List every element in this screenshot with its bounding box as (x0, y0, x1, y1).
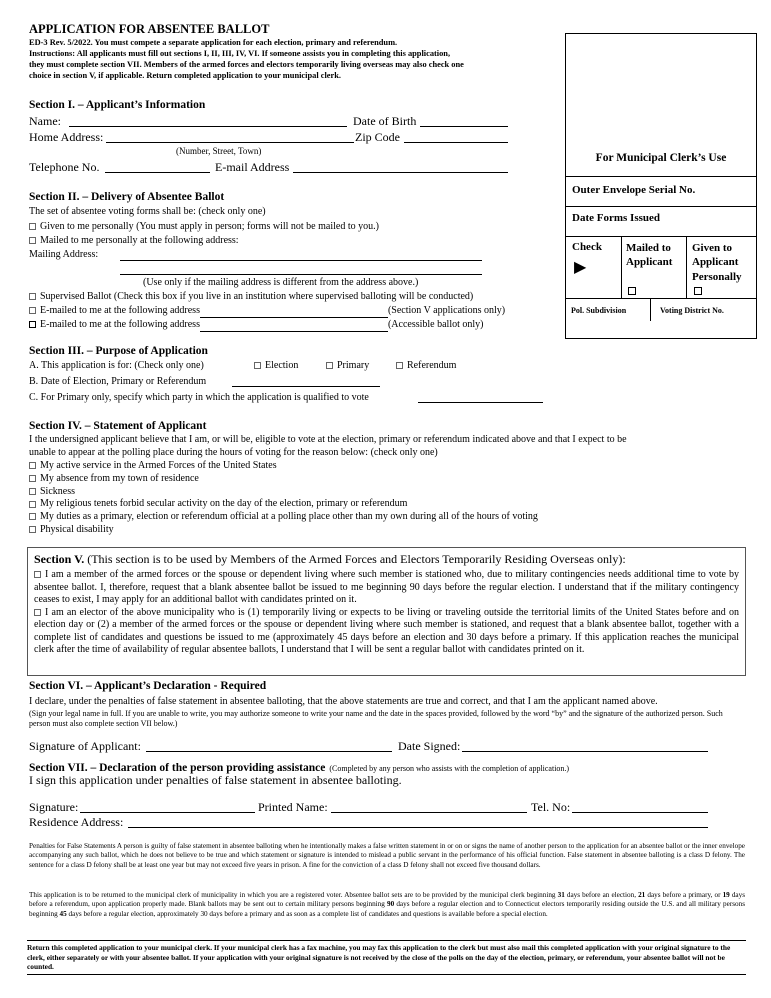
reason-label: My absence from my town of residence (40, 472, 199, 484)
purpose-c: C. For Primary only, specify which party in which the application is qualified to vote (29, 392, 369, 403)
option-email-accessible[interactable] (29, 319, 484, 332)
option-primary[interactable] (326, 360, 369, 373)
days-election: 31 (557, 891, 565, 899)
home-address-field[interactable] (106, 142, 354, 143)
address-hint: (Number, Street, Town) (176, 146, 262, 156)
option-label: Referendum (407, 360, 457, 371)
revision-line: ED-3 Rev. 5/2022. You must compete a separate application for each election, primary and referendum. (29, 38, 398, 47)
instructions (29, 38, 559, 82)
section-7-subtitle: . – Declaration of the person providing assistance (84, 762, 326, 774)
checkbox[interactable] (29, 488, 36, 495)
statement-line: unable to appear at the polling place during the hours of voting for the reason below: (check only one) (29, 446, 438, 458)
checkbox[interactable] (29, 462, 36, 469)
option-label: E-mailed to me at the following address (40, 319, 200, 330)
zip-field[interactable] (404, 142, 508, 143)
clerk-use-panel (565, 33, 757, 339)
election-date-field[interactable] (232, 386, 380, 387)
option-referendum[interactable] (396, 360, 456, 373)
reason-label: My active service in the Armed Forces of the United States (40, 460, 277, 471)
applicant-signature-field[interactable] (146, 751, 392, 752)
voting-district-label: Voting District No. (660, 306, 724, 315)
section-7-title: Section VII (29, 762, 85, 774)
mailed-label: Mailed to Applicant (626, 242, 673, 269)
option-label: Mailed to me personally at the following address: (40, 235, 239, 246)
checkbox[interactable] (396, 362, 403, 369)
mailing-address-label: Mailing Address: (29, 249, 99, 260)
section-1-heading: Section I. – Applicant’s Information (29, 99, 206, 111)
option-note: (Accessible ballot only) (387, 319, 484, 330)
dob-label: Date of Birth (353, 114, 417, 128)
pol-subdivision-label: Pol. Subdivision (571, 306, 627, 315)
declaration-note: (Sign your legal name in full. If you are unable to write, you may authorize someone to write your name and the date in the spaces provided, followed by the word “by” and the signature of the authorized person. Such person must also complete section VII below.) (29, 709, 723, 729)
return-info-text: This application is to be returned to the municipal clerk of municipality in which you are a registered voter. Absentee ballot sets are to be provided by the municipal clerk beginning (29, 891, 558, 899)
section-2-heading: Section II. – Delivery of Absentee Ballot (29, 191, 225, 203)
name-field[interactable] (69, 126, 347, 127)
option-text: I am a member of the armed forces or the spouse or dependent living where such member is stationed who, due to military contingencies needs additional time to vote by absentee ballot. I, therefore, request that a blank absentee ballot be issued to me beginning 90 days before the regular election. I understand that if the military contingency ceases to exist, I may apply for an additional ballot with candidates printed on it. (34, 569, 739, 605)
section-7-note: (Completed by any person who assists with the completion of application.) (329, 764, 570, 773)
days-referendum: 19 (722, 891, 730, 899)
section-4-heading: Section IV. – Statement of Applicant (29, 420, 207, 432)
date-signed-label: Date Signed: (398, 739, 461, 753)
checkbox[interactable] (29, 223, 36, 230)
section-6-title: Section VI (29, 680, 81, 692)
serial-number-cell[interactable]: Outer Envelope Serial No. (566, 176, 756, 206)
reason-item[interactable] (29, 460, 538, 473)
reason-item[interactable] (29, 486, 538, 499)
section-5-heading (34, 552, 739, 567)
date-issued-cell[interactable]: Date Forms Issued (566, 206, 756, 236)
email-label: E-mail Address (215, 160, 290, 174)
checkbox[interactable] (29, 526, 36, 533)
assist-statement: I sign this application under penalties of false statement in absentee balloting. (29, 773, 402, 787)
option-label: Given to me personally (You must apply in person; forms will not be mailed to you.) (40, 221, 379, 232)
option-election[interactable] (254, 360, 298, 373)
tel-field[interactable] (572, 812, 708, 813)
reason-label: My religious tenets forbid secular activity on the day of the election, primary or referendum (40, 498, 408, 510)
section-5-subtitle: (This section is to be used by Members of the Armed Forces and Electors Temporarily Residing Overseas only): (87, 552, 626, 566)
checkbox[interactable] (254, 362, 261, 369)
option-label: Primary (337, 360, 370, 371)
assistant-signature-field[interactable] (80, 812, 255, 813)
party-field[interactable] (418, 402, 543, 403)
return-info-text: days before a regular election, approximately 30 days before a primary and as soon as a complete list of candidates and questions is available before a special election. (66, 909, 548, 918)
option-label: Supervised Ballot (Check this box if you live in an institution where supervised balloting will be conducted) (40, 291, 474, 302)
statement-line: I the undersigned applicant believe that I am, or will be, eligible to vote at the election, primary or referendum indicated above and that I expect to be (29, 434, 627, 445)
days-military: 90 (387, 900, 395, 909)
option-mailed[interactable] (29, 235, 239, 248)
days-overseas: 45 (59, 909, 67, 918)
checkbox[interactable] (29, 321, 36, 328)
purpose-a: A. This application is for: (Check only one) (29, 360, 204, 371)
name-label: Name: (29, 114, 61, 128)
arrow-icon: ▶ (574, 259, 587, 276)
divider (686, 237, 687, 299)
given-checkbox[interactable] (694, 287, 702, 295)
option-text: I am an elector of the above municipality who is (1) temporarily living or expects to be living or traveling outside the territorial limits of the United States before and on election day or (2) a member of the armed forces or the spouse or dependent living where such member is stationed, and request that a blank absentee ballot, together with a complete list of candidates and questions be issued to me (approximately 45 days before an election and 30 days before a primary. If this application reaches the municipal clerk after the time of availability of regular absentee ballots, I understand that I will be sent a regular ballot with candidates printed on it. (34, 606, 739, 655)
option-label: Election (265, 360, 299, 371)
reason-item[interactable] (29, 524, 538, 537)
return-footer: Return this completed application to your municipal clerk. If your municipal clerk has a fax machine, you may fax this application to the clerk but must also mail this completed application with your original signature to the clerk, either separately or with your absentee ballot. If your application with your original signature is not received by the close of the polls on the day of the election, primary, or referendum, your absentee ballot will not be counted. (27, 940, 746, 975)
option-email-section5[interactable] (29, 305, 505, 318)
section-5-option-2[interactable] (34, 607, 739, 657)
section-5-box (27, 547, 746, 676)
section-5-title: Section V. (34, 552, 85, 566)
checkbox[interactable] (29, 237, 36, 244)
check-label: Check (572, 241, 602, 253)
reason-item[interactable] (29, 473, 538, 486)
instructions-line: Instructions: All applicants must fill out sections I, II, III, IV, VI. If someone assists you in completing this application, (29, 48, 451, 58)
date-signed-field[interactable] (462, 751, 708, 752)
reason-label: Sickness (40, 485, 75, 497)
option-label: E-mailed to me at the following address (40, 305, 200, 316)
email-field[interactable] (200, 307, 388, 318)
telephone-label: Telephone No. (29, 160, 100, 174)
mailed-checkbox[interactable] (628, 287, 636, 295)
instructions-line: choice in section V, if applicable. Return completed application to your municipal clerk. (29, 70, 341, 80)
checkbox[interactable] (34, 609, 41, 616)
section-6-heading (29, 680, 266, 692)
return-info (29, 891, 745, 919)
zip-label: Zip Code (355, 130, 400, 144)
telephone-field[interactable] (105, 172, 210, 173)
delivery-intro: The set of absentee voting forms shall be: (check only one) (29, 206, 266, 217)
mailing-address-field-2[interactable] (120, 274, 482, 275)
penalties-text: Penalties for False Statements A person is guilty of false statement in absentee balloting when he intentionally makes a false written statement in or on or signs the name of another person to the application for an absentee ballot or the inner envelope accompanying any such ballot, which he does not believe to be true and which statement or signature is intended to mislead a public servant in the performance of his official function. False statement in absentee balloting is a class D felony. The sentence for a class D felony shall be at least one year but may not exceed five years in prison. A fine for the conviction of a class D felony shall not exceed five thousand dollars. (29, 842, 745, 869)
purpose-b: B. Date of Election, Primary or Referendum (29, 376, 207, 387)
reasons-list (29, 460, 538, 537)
return-info-text: days before a referendum, upon application properly made. Blank ballots may be sent out to certain military persons beginning (29, 891, 746, 909)
residence-address-field[interactable] (128, 827, 708, 828)
checkbox[interactable] (34, 571, 41, 578)
checkbox[interactable] (29, 293, 36, 300)
delivery-check-row (566, 236, 756, 298)
mailing-hint: (Use only if the mailing address is different from the address above.) (143, 277, 419, 288)
tel-label: Tel. No: (531, 800, 571, 814)
form-title: APPLICATION FOR ABSENTEE BALLOT (29, 22, 270, 36)
reason-item[interactable] (29, 498, 538, 511)
divider (621, 237, 622, 299)
section-3-heading: Section III. – Purpose of Application (29, 345, 208, 357)
assistant-signature-label: Signature: (29, 800, 79, 814)
reason-label: My duties as a primary, election or referendum official at a polling place other than my own during all of the hours of voting (40, 511, 538, 523)
option-supervised[interactable] (29, 291, 473, 304)
dob-field[interactable] (420, 126, 508, 127)
printed-name-field[interactable] (331, 812, 527, 813)
email-field[interactable] (293, 172, 508, 173)
option-given-personally[interactable] (29, 221, 379, 234)
checkbox[interactable] (29, 475, 36, 482)
statement-intro (29, 434, 627, 459)
return-info-text: days before a primary, or (645, 891, 723, 899)
days-primary: 21 (638, 891, 646, 899)
subdivision-row (566, 298, 756, 338)
declaration-text: I declare, under the penalties of false statement in absentee balloting, that the above statements are true and correct, and that I am the applicant named above. (29, 696, 658, 707)
section-6-subtitle: . – Applicant’s Declaration - Required (80, 680, 267, 692)
reason-item[interactable] (29, 511, 538, 524)
residence-address-label: Residence Address: (29, 815, 124, 829)
divider (650, 299, 651, 321)
printed-name-label: Printed Name: (258, 800, 328, 814)
section-5-option-1[interactable] (34, 569, 739, 607)
email-field[interactable] (200, 321, 388, 332)
option-note: (Section V applications only) (387, 305, 506, 316)
given-label: Given to Applicant Personally (692, 242, 742, 283)
instructions-line: they must complete section VII. Members of the armed forces and electors temporarily living overseas may also check one (29, 59, 464, 69)
applicant-signature-label: Signature of Applicant: (29, 739, 141, 753)
checkbox[interactable] (326, 362, 333, 369)
checkbox[interactable] (29, 307, 36, 314)
mailing-address-field[interactable] (120, 260, 482, 261)
checkbox[interactable] (29, 513, 36, 520)
clerk-title: For Municipal Clerk’s Use (595, 152, 727, 164)
return-info-text: days before a regular election and to Connecticut electors temporarily residing outside the U.S. and all military persons beginning (29, 900, 745, 918)
reason-label: Physical disability (40, 523, 114, 535)
return-info-text: days before an election, (564, 891, 639, 899)
home-address-label: Home Address: (29, 130, 104, 144)
checkbox[interactable] (29, 501, 36, 508)
